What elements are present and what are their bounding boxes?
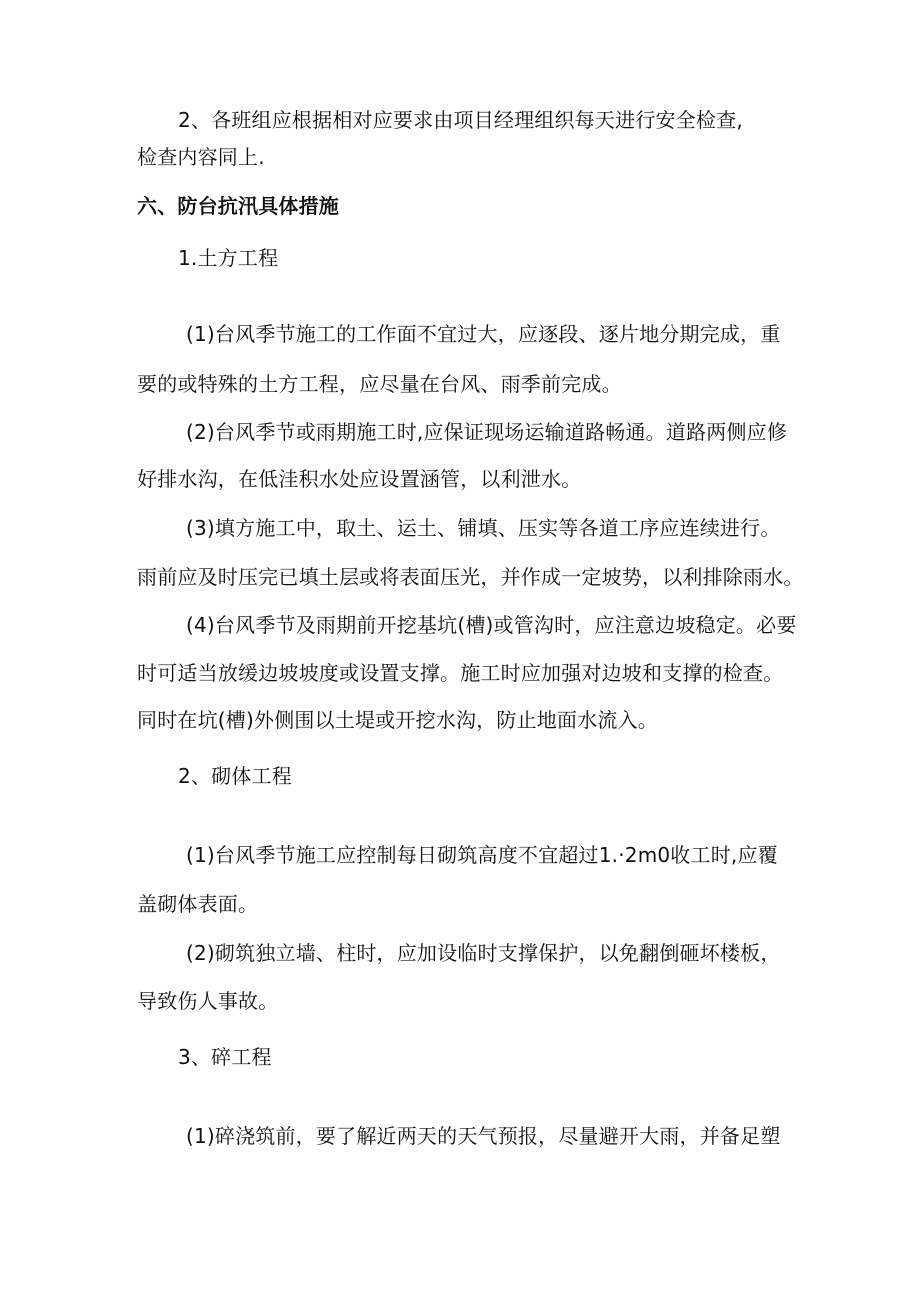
sub1-item1-line-1: (1)台风季节施工的工作面不宜过大，应逐段、逐片地分期完成，重 [186, 322, 781, 346]
sub1-item4-line-3: 同时在坑(槽)外侧围以土堤或开挖水沟，防止地面水流入。 [137, 708, 659, 732]
sub1-item3-line-2: 雨前应及时压完已填土层或将表面压光，并作成一定坡势，以利排除雨水。 [137, 565, 804, 589]
sub2-item2-line-2: 导致伤人事故。 [137, 989, 279, 1013]
section-6-heading: 六、防台抗汛具体措施 [137, 194, 339, 218]
sub1-heading: 1.土方工程 [178, 246, 279, 270]
sub1-item2-line-2: 好排水沟，在低洼积水处应设置涵管，以利泄水。 [137, 467, 582, 491]
sub2-heading: 2、砌体工程 [178, 764, 292, 788]
sub3-item1-line-1: (1)碎浇筑前，要了解近两天的天气预报，尽量避开大雨，并备足塑 [186, 1124, 781, 1148]
para-2-line-1: 2、各班组应根据相对应要求由项目经理组织每天进行安全检查, [178, 108, 743, 132]
sub3-heading: 3、碎工程 [178, 1045, 272, 1069]
sub1-item4-line-1: (4)台风季节及雨期前开挖基坑(槽)或管沟时，应注意边坡稳定。必要 [186, 613, 797, 637]
sub1-item1-line-2: 要的或特殊的土方工程，应尽量在台风、雨季前完成。 [137, 372, 622, 396]
sub1-item4-line-2: 时可适当放缓边坡坡度或设置支撑。施工时应加强对边坡和支撑的检查。 [137, 661, 784, 685]
sub1-item2-line-1: (2)台风季节或雨期施工时,应保证现场运输道路畅通。道路两侧应修 [186, 420, 788, 444]
sub2-item2-line-1: (2)砌筑独立墙、柱时，应加设临时支撑保护，以免翻倒砸坏楼板， [186, 941, 781, 965]
sub1-item3-line-1: (3)填方施工中，取土、运土、铺填、压实等各道工序应连续进行。 [186, 516, 781, 540]
para-2-line-2: 检查内容同上. [137, 145, 265, 169]
sub2-item1-line-2: 盖砌体表面。 [137, 892, 259, 916]
sub2-item1-line-1: (1)台风季节施工应控制每日砌筑高度不宜超过1.·2m0收工时,应覆 [186, 843, 778, 867]
